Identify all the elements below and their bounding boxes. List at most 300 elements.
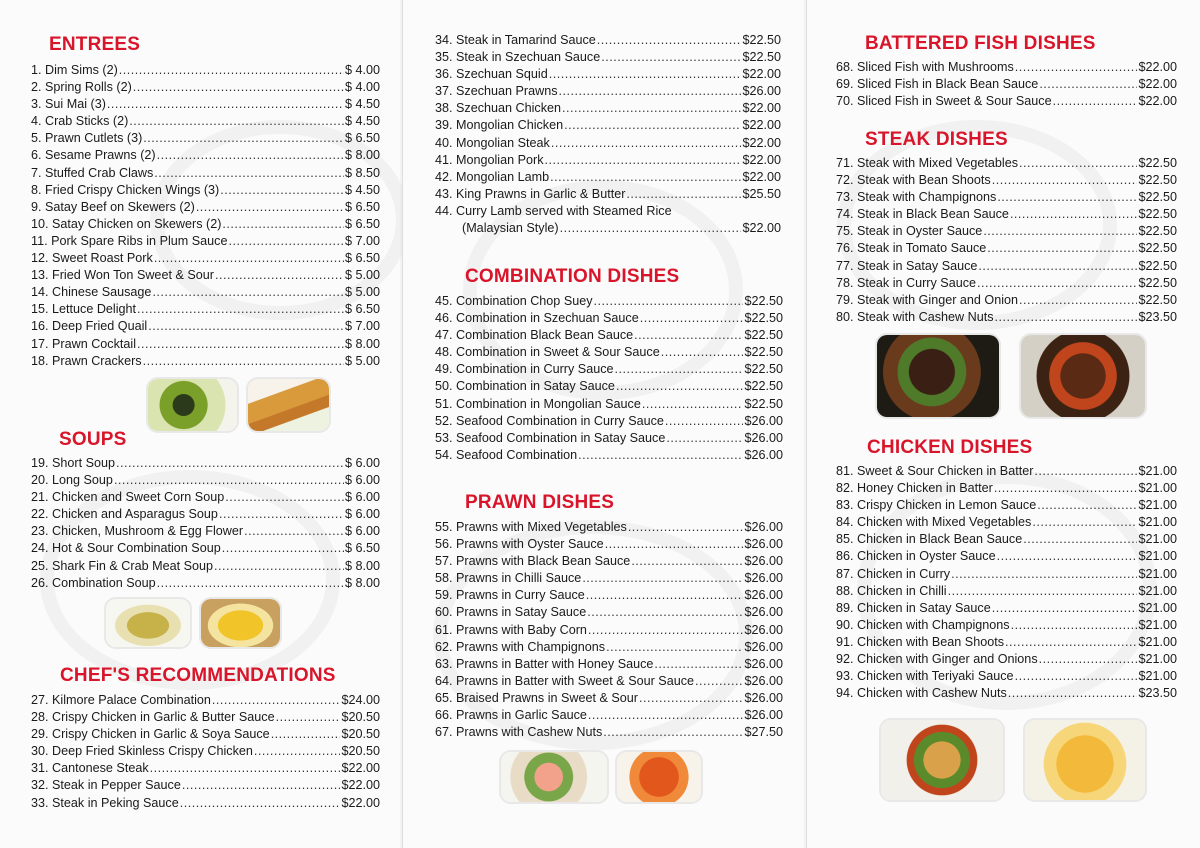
dot-leader — [1015, 59, 1138, 76]
menu-item-price: $ 7.00 — [344, 233, 380, 248]
menu-item — [836, 275, 1177, 292]
dot-leader — [180, 795, 341, 812]
menu-item-price: $ 6.50 — [344, 541, 380, 556]
menu-item-price: $22.50 — [744, 294, 783, 308]
menu-item-price: $ 6.50 — [344, 199, 380, 214]
menu-item-name: 21. Chicken and Sweet Corn Soup — [31, 490, 225, 505]
menu-item — [435, 186, 781, 203]
menu-item-name: 1. Dim Sims (2) — [31, 63, 118, 77]
menu-item-price: $21.00 — [1138, 669, 1177, 684]
dot-leader — [154, 250, 344, 267]
menu-item — [31, 216, 380, 233]
menu-item-name: 72. Steak with Bean Shoots — [836, 173, 991, 188]
menu-item — [836, 600, 1177, 617]
menu-item-name: 87. Chicken in Curry — [836, 566, 951, 581]
menu-item-price: $22.50 — [1138, 241, 1177, 256]
chicken-dishes-list — [836, 463, 1177, 702]
menu-item — [31, 336, 380, 353]
prawn-photo-sweet-sour — [615, 750, 703, 804]
menu-item-name: 37. Szechuan Prawns — [435, 84, 558, 99]
dot-leader — [586, 587, 744, 604]
menu-item-price: $20.50 — [341, 727, 380, 742]
menu-item-name: 76. Steak in Tomato Sauce — [836, 241, 987, 256]
dot-leader — [606, 639, 743, 656]
menu-item-price: $26.00 — [744, 690, 783, 705]
combination-dishes-list — [435, 293, 783, 464]
menu-item-name: 63. Prawns in Batter with Honey Sauce — [435, 656, 654, 671]
dot-leader — [578, 447, 743, 464]
menu-item — [31, 353, 380, 370]
menu-item-name: 91. Chicken with Bean Shoots — [836, 634, 1005, 649]
menu-item — [435, 32, 781, 49]
menu-item — [31, 523, 380, 540]
menu-item-price: $22.00 — [341, 795, 380, 810]
menu-item-name: 43. King Prawns in Garlic & Butter — [435, 186, 626, 201]
menu-item-name: 11. Pork Spare Ribs in Plum Sauce — [31, 233, 228, 248]
menu-item-price: $26.00 — [744, 554, 783, 569]
dot-leader — [978, 258, 1137, 275]
dot-leader — [154, 165, 344, 182]
menu-item — [836, 93, 1177, 110]
menu-item-price: $21.00 — [1138, 600, 1177, 615]
menu-item — [31, 760, 380, 777]
menu-item-price: $21.00 — [1138, 617, 1177, 632]
menu-item — [836, 531, 1177, 548]
menu-item — [435, 553, 783, 570]
menu-item-name: 48. Combination in Sweet & Sour Sauce — [435, 345, 660, 360]
menu-item-price: $20.50 — [341, 744, 380, 759]
menu-item-name: 13. Fried Won Ton Sweet & Sour — [31, 268, 214, 283]
menu-item-price: $22.50 — [1138, 275, 1177, 290]
menu-item-price: $ 6.00 — [344, 507, 380, 522]
menu-item-price: $ 6.00 — [344, 456, 380, 470]
menu-item-price: $ 8.50 — [344, 165, 380, 180]
menu-item-price: $22.00 — [1138, 60, 1177, 74]
menu-item-name: 68. Sliced Fish with Mushrooms — [836, 60, 1014, 74]
menu-item-name: 53. Seafood Combination in Satay Sauce — [435, 430, 666, 445]
menu-item-price: $21.00 — [1138, 532, 1177, 547]
menu-item — [435, 152, 781, 169]
dot-leader — [1011, 617, 1138, 634]
dot-leader — [994, 480, 1138, 497]
menu-item-name: 88. Chicken in Chilli — [836, 583, 947, 598]
menu-item-name: 2. Spring Rolls (2) — [31, 80, 132, 95]
menu-item-name: 25. Shark Fin & Crab Meat Soup — [31, 558, 214, 573]
menu-item-name: 56. Prawns with Oyster Sauce — [435, 537, 604, 552]
menu-item-name: 93. Chicken with Teriyaki Sauce — [836, 669, 1014, 684]
menu-item-price: $ 6.50 — [344, 302, 380, 317]
menu-item — [435, 536, 783, 553]
dot-leader — [597, 32, 742, 49]
dot-leader — [564, 117, 741, 134]
menu-item-name: 28. Crispy Chicken in Garlic & Butter Sauce — [31, 710, 275, 725]
menu-item-price: $26.00 — [744, 447, 783, 462]
menu-item-name: 17. Prawn Cocktail — [31, 336, 136, 351]
menu-item — [435, 135, 781, 152]
menu-item — [435, 169, 781, 186]
menu-item — [31, 165, 380, 182]
menu-item-price: $26.00 — [744, 520, 783, 534]
menu-item-name: 77. Steak in Satay Sauce — [836, 258, 978, 273]
dot-leader — [129, 113, 344, 130]
dot-leader — [995, 309, 1138, 326]
menu-item-name: 16. Deep Fried Quail — [31, 319, 148, 334]
menu-item — [836, 258, 1177, 275]
menu-item-name: 10. Satay Chicken on Skewers (2) — [31, 216, 222, 231]
dot-leader — [616, 378, 744, 395]
steak-dishes-heading: STEAK DISHES — [865, 129, 1008, 150]
menu-item — [435, 378, 783, 395]
menu-item-price: $ 8.00 — [344, 148, 380, 163]
dot-leader — [222, 216, 344, 233]
dot-leader — [601, 49, 741, 66]
entrees-heading: ENTREES — [49, 34, 141, 55]
menu-item — [435, 66, 781, 83]
menu-item — [31, 182, 380, 199]
dot-leader — [626, 186, 741, 203]
menu-item — [435, 673, 783, 690]
menu-panel-left — [0, 0, 400, 848]
menu-item — [836, 206, 1177, 223]
dot-leader — [1019, 292, 1137, 309]
menu-item-price: $22.50 — [744, 379, 783, 394]
menu-item — [836, 583, 1177, 600]
steak-dishes-list — [836, 155, 1177, 326]
menu-item-name: 86. Chicken in Oyster Sauce — [836, 549, 996, 564]
menu-item-price: $ 8.00 — [344, 575, 380, 590]
menu-item-name: 34. Steak in Tamarind Sauce — [435, 33, 596, 47]
menu-item-name: 50. Combination in Satay Sauce — [435, 379, 615, 394]
menu-item-name: 39. Mongolian Chicken — [435, 118, 564, 133]
menu-item-price: $22.00 — [742, 101, 781, 116]
menu-panel-right — [806, 0, 1200, 848]
dot-leader — [603, 724, 743, 741]
menu-item — [435, 622, 783, 639]
dot-leader — [1010, 206, 1138, 223]
dot-leader — [1037, 497, 1137, 514]
dot-leader — [628, 519, 744, 536]
menu-item-price: $ 6.00 — [344, 524, 380, 539]
dot-leader — [1039, 651, 1138, 668]
steak-photo-ginger — [1019, 333, 1147, 419]
menu-item — [31, 250, 380, 267]
menu-item-price: $ 4.00 — [344, 63, 380, 77]
menu-item-name: 80. Steak with Cashew Nuts — [836, 309, 994, 324]
menu-item-price: $26.00 — [744, 571, 783, 586]
menu-item — [31, 284, 380, 301]
dot-leader — [228, 233, 344, 250]
menu-item — [836, 292, 1177, 309]
dot-leader — [114, 472, 344, 489]
menu-item — [435, 83, 781, 100]
menu-item — [435, 447, 783, 464]
dot-leader — [640, 310, 744, 327]
dot-leader — [551, 135, 742, 152]
menu-item-name: 89. Chicken in Satay Sauce — [836, 600, 991, 615]
dot-leader — [244, 523, 344, 540]
dot-leader — [983, 223, 1137, 240]
dot-leader — [562, 100, 741, 117]
dot-leader — [582, 570, 743, 587]
entree-photo-lettuce — [146, 377, 239, 433]
menu-item-name: 81. Sweet & Sour Chicken in Batter — [836, 464, 1034, 478]
menu-item-price: $26.00 — [744, 537, 783, 552]
menu-item-price: $ 7.00 — [344, 319, 380, 334]
menu-item-name: 40. Mongolian Steak — [435, 135, 550, 150]
dot-leader — [549, 66, 742, 83]
menu-item — [435, 639, 783, 656]
chicken-photo-lemon — [1023, 718, 1147, 802]
prawn-dishes-list — [435, 519, 783, 741]
menu-item-price: $22.50 — [1138, 292, 1177, 307]
dot-leader — [997, 548, 1138, 565]
dot-leader — [152, 284, 344, 301]
menu-item — [31, 199, 380, 216]
menu-item — [435, 519, 783, 536]
menu-item-price: $22.50 — [744, 396, 783, 411]
menu-item-price: $ 6.00 — [344, 473, 380, 488]
dot-leader — [116, 455, 344, 472]
menu-item-name: 42. Mongolian Lamb — [435, 169, 550, 184]
menu-item — [31, 575, 380, 592]
menu-item-price: $23.50 — [1138, 309, 1177, 324]
menu-item-name: 47. Combination Black Bean Sauce — [435, 328, 634, 343]
menu-item — [31, 726, 380, 743]
dot-leader — [987, 240, 1137, 257]
menu-item-name: 85. Chicken in Black Bean Sauce — [836, 532, 1023, 547]
entree-photo-spring-rolls — [246, 377, 331, 433]
dot-leader — [107, 96, 344, 113]
menu-item — [31, 692, 380, 709]
menu-item — [435, 707, 783, 724]
steak-continued-list — [435, 32, 781, 203]
menu-item-price: $21.00 — [1138, 583, 1177, 598]
dot-leader — [997, 189, 1137, 206]
menu-item — [435, 690, 783, 707]
menu-item — [435, 604, 783, 621]
dot-leader — [225, 489, 344, 506]
dot-leader — [639, 690, 743, 707]
menu-item-name: 73. Steak with Champignons — [836, 190, 997, 205]
menu-item-price: $ 5.00 — [344, 285, 380, 300]
dot-leader — [661, 344, 744, 361]
menu-item — [836, 651, 1177, 668]
menu-item-name: 19. Short Soup — [31, 456, 116, 470]
menu-item-price: $25.50 — [742, 186, 781, 201]
dot-leader — [137, 301, 344, 318]
menu-item-name: 71. Steak with Mixed Vegetables — [836, 156, 1019, 170]
menu-item — [435, 344, 783, 361]
menu-item-name: 66. Prawns in Garlic Sauce — [435, 708, 587, 723]
dot-leader — [148, 318, 344, 335]
dot-leader — [222, 540, 344, 557]
menu-item-price: $21.00 — [1138, 515, 1177, 530]
menu-item-name: 12. Sweet Roast Pork — [31, 251, 153, 266]
dot-leader — [196, 199, 344, 216]
menu-item-name: 33. Steak in Peking Sauce — [31, 795, 179, 810]
menu-item-price: $27.50 — [744, 725, 783, 740]
menu-item-name: 84. Chicken with Mixed Vegetables — [836, 515, 1032, 530]
menu-item-name: 65. Braised Prawns in Sweet & Sour — [435, 690, 639, 705]
menu-item — [836, 548, 1177, 565]
menu-item — [836, 155, 1177, 172]
menu-item-price: $26.00 — [742, 84, 781, 99]
menu-item — [435, 430, 783, 447]
menu-item — [31, 267, 380, 284]
menu-item-price: $22.50 — [744, 328, 783, 343]
dot-leader — [588, 707, 744, 724]
menu-item-name: 51. Combination in Mongolian Sauce — [435, 396, 641, 411]
menu-item-name: 78. Steak in Curry Sauce — [836, 275, 977, 290]
menu-item — [31, 489, 380, 506]
dot-leader — [634, 327, 743, 344]
menu-item — [836, 309, 1177, 326]
menu-item-name: 90. Chicken with Champignons — [836, 617, 1010, 632]
menu-item-name: 61. Prawns with Baby Corn — [435, 622, 587, 637]
menu-item-price: $22.50 — [744, 362, 783, 377]
menu-item-name: 92. Chicken with Ginger and Onions — [836, 652, 1038, 667]
menu-item-price: $ 6.50 — [344, 216, 380, 231]
menu-item-name: 27. Kilmore Palace Combination — [31, 693, 211, 707]
menu-item-price: $21.00 — [1138, 464, 1177, 478]
menu-item-name: 54. Seafood Combination — [435, 447, 578, 462]
menu-item-price: $22.50 — [1138, 190, 1177, 205]
menu-item-name: 62. Prawns with Champignons — [435, 639, 606, 654]
dot-leader — [992, 600, 1138, 617]
menu-item — [31, 506, 380, 523]
menu-item-name: 49. Combination in Curry Sauce — [435, 362, 614, 377]
menu-item — [836, 172, 1177, 189]
menu-item-price: $22.00 — [742, 118, 781, 133]
dot-leader — [1008, 685, 1138, 702]
dot-leader — [133, 79, 344, 96]
menu-item-name: 31. Cantonese Steak — [31, 761, 149, 776]
menu-item-price: $22.50 — [742, 50, 781, 65]
menu-item-name: 30. Deep Fried Skinless Crispy Chicken — [31, 744, 253, 759]
menu-item-name: 83. Crispy Chicken in Lemon Sauce — [836, 498, 1037, 513]
dot-leader — [1015, 668, 1138, 685]
menu-item-name: 32. Steak in Pepper Sauce — [31, 778, 181, 793]
battered-fish-list — [836, 59, 1177, 110]
menu-item-price: $22.50 — [1138, 207, 1177, 222]
chicken-photo-cashew — [879, 718, 1005, 802]
dot-leader — [951, 566, 1137, 583]
menu-item-name: 67. Prawns with Cashew Nuts — [435, 725, 603, 740]
menu-item-price: $26.00 — [744, 588, 783, 603]
menu-item-name: 9. Satay Beef on Skewers (2) — [31, 199, 195, 214]
menu-item-price: $20.50 — [341, 710, 380, 725]
menu-item — [31, 147, 380, 164]
menu-item-price: $22.00 — [742, 152, 781, 167]
menu-item — [31, 472, 380, 489]
dot-leader — [587, 604, 743, 621]
menu-item — [435, 656, 783, 673]
battered-fish-heading: BATTERED FISH DISHES — [865, 33, 1096, 54]
menu-item — [435, 327, 783, 344]
menu-item — [836, 634, 1177, 651]
menu-item-price: $22.50 — [1138, 258, 1177, 273]
menu-item-price: $ 6.00 — [344, 490, 380, 505]
menu-item — [435, 413, 783, 430]
dot-leader — [977, 275, 1137, 292]
dot-leader — [212, 692, 341, 709]
menu-item — [435, 570, 783, 587]
dot-leader — [1034, 463, 1137, 480]
menu-item-name: 45. Combination Chop Suey — [435, 294, 593, 308]
menu-item-price: $21.00 — [1138, 498, 1177, 513]
menu-item — [31, 777, 380, 794]
menu-item-name: 35. Steak in Szechuan Sauce — [435, 50, 601, 65]
menu-item — [31, 540, 380, 557]
menu-item-name: 70. Sliced Fish in Sweet & Sour Sauce — [836, 94, 1052, 109]
menu-item-price: $22.00 — [1138, 94, 1177, 109]
menu-item-name: 6. Sesame Prawns (2) — [31, 148, 156, 163]
menu-item — [836, 514, 1177, 531]
dot-leader — [588, 622, 744, 639]
menu-item-name: 60. Prawns in Satay Sauce — [435, 605, 587, 620]
menu-item-price: $21.00 — [1138, 549, 1177, 564]
prawn-photo-mixed — [499, 750, 609, 804]
chefs-recommendations-heading: CHEF'S RECOMMENDATIONS — [60, 665, 336, 686]
menu-panel-middle — [402, 0, 804, 848]
menu-item-price: $ 6.50 — [344, 251, 380, 266]
menu-item-price: $22.50 — [744, 311, 783, 326]
menu-item-name: 58. Prawns in Chilli Sauce — [435, 571, 582, 586]
menu-item-price: $22.00 — [341, 761, 380, 776]
item-44: 44. Curry Lamb served with Steamed Rice (Malaysian Style) ..... $22.00 — [435, 203, 781, 237]
menu-item — [836, 685, 1177, 702]
menu-item-name: 8. Fried Crispy Chicken Wings (3) — [31, 182, 220, 197]
dot-leader — [1019, 155, 1137, 172]
menu-item — [31, 233, 380, 250]
menu-item-price: $21.00 — [1138, 652, 1177, 667]
menu-item — [836, 566, 1177, 583]
menu-item-price: $26.00 — [744, 413, 783, 428]
menu-item-name: 46. Combination in Szechuan Sauce — [435, 311, 639, 326]
menu-item-name: 14. Chinese Sausage — [31, 285, 152, 300]
soup-photo-short-soup — [104, 597, 192, 649]
menu-item-name: 20. Long Soup — [31, 473, 113, 488]
soups-heading: SOUPS — [59, 429, 127, 450]
menu-item — [31, 62, 380, 79]
dot-leader — [254, 743, 341, 760]
dot-leader — [642, 396, 744, 413]
menu-item-name: 3. Sui Mai (3) — [31, 97, 106, 112]
menu-item-name: 4. Crab Sticks (2) — [31, 114, 129, 129]
menu-item-name: 74. Steak in Black Bean Sauce — [836, 207, 1009, 222]
menu-item-price: $22.50 — [1138, 173, 1177, 188]
dot-leader — [654, 656, 743, 673]
menu-item — [435, 49, 781, 66]
menu-item-price: $22.50 — [1138, 224, 1177, 239]
menu-item-name: 59. Prawns in Curry Sauce — [435, 588, 585, 603]
menu-item-name: 15. Lettuce Delight — [31, 302, 137, 317]
menu-item — [435, 100, 781, 117]
menu-item-name: 79. Steak with Ginger and Onion — [836, 292, 1019, 307]
entrees-list — [31, 62, 380, 370]
menu-item — [836, 240, 1177, 257]
dot-leader — [143, 353, 344, 370]
menu-item-name: 24. Hot & Sour Combination Soup — [31, 541, 221, 556]
menu-item — [836, 480, 1177, 497]
menu-item — [435, 361, 783, 378]
menu-item — [836, 189, 1177, 206]
menu-item — [836, 497, 1177, 514]
menu-item-price: $26.00 — [744, 708, 783, 723]
dot-leader — [150, 760, 341, 777]
menu-item-name: 52. Seafood Combination in Curry Sauce — [435, 413, 664, 428]
menu-item-price: $26.00 — [744, 605, 783, 620]
